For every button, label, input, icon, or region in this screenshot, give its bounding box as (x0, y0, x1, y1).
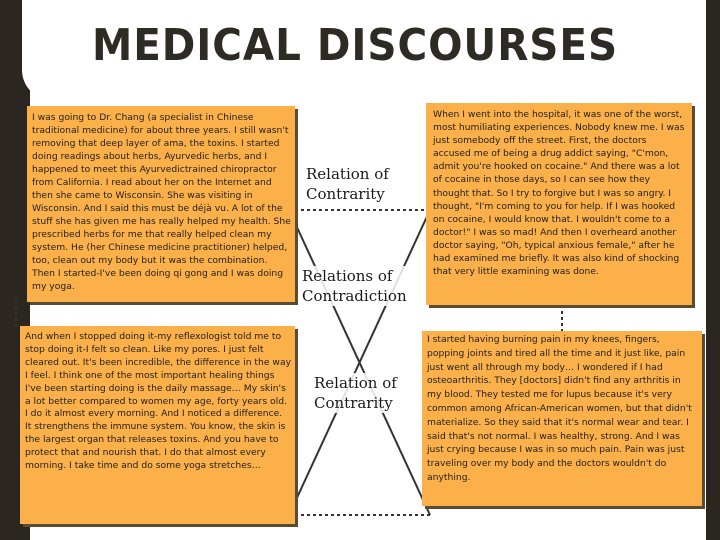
relation-label-middle: Relations of Contradiction (302, 266, 412, 306)
quote-box-bottom-right: I started having burning pain in my knees, fingers, popping joints and tired all the time and it just like, pain just went all through my body… I wondered if I had osteoarthritis. They [doctors] didn't find any arthritis in my blood. They tested me for lupus because it's very common among African-American women, but that didn't materialize. So they said that it's normal wear and tear. I said that's not normal. I was healthy, strong. And I was just crying because I was in so much pain. Pain was just traveling over my body and the doctors wouldn't do anything. (422, 331, 702, 506)
quote-box-bottom-left: And when I stopped doing it-my reflexologist told me to stop doing it-I felt so clean. Like my pores. I just felt cleared out. It's been incredible, the difference in the way I feel. I think one of the most important healing things I've been starting doing is the daily massage… My skin's a lot better compared to women my age, forty years old. I do it almost every morning. And I noticed a difference. It strengthens the immune system. You know, the skin is the largest organ that releases toxins. And you have to protect that and nourish that. I do that almost every morning. I take time and do some yoga stretches… (20, 326, 295, 524)
quote-box-top-left: I was going to Dr. Chang (a specialist in Chinese traditional medicine) for about three years. I still wasn't removing that deep layer of ama, the toxins. I started doing readings about herbs, Ayurvedic herbs, and I happened to meet this Ayurvedictrained chiropractor from California. I read about her on the Internet and then she came to Wisconsin. She was visiting in Wisconsin. And I said this must be déjà vu. A lot of the stuff she has given me has really helped my health. She prescribed herbs for me that really helped clean my system. He (her Chinese medicine practitioner) helped, too, clean out my body but it was the combination. Then I started-I've been doing qi gong and I was doing my yoga. (27, 106, 295, 302)
relation-label-bottom: Relation of Contrarity (314, 373, 404, 413)
relation-label-top: Relation of Contrarity (306, 164, 406, 204)
page-title: MEDICAL DISCOURSES (92, 20, 619, 71)
quote-box-top-right: When I went into the hospital, it was one of the worst, most humiliating experiences. Nobody knew me. I was just somebody off the street. First, the doctors accused me of being a drug addict saying, "C'mon, admit you're hooked on cocaine." And there was a lot of cocaine in those days, so I can see how they thought that. So I try to forgive but I was so angry. I thought, "I'm coming to you for help. If I was hooked on cocaine, I would know that. I wouldn't come to a doctor!" I was so mad! And then I overheard another doctor saying, "Oh, typical anxious female," after he had examined me briefly. It was also kind of shocking that very little examining was done. (426, 103, 692, 305)
